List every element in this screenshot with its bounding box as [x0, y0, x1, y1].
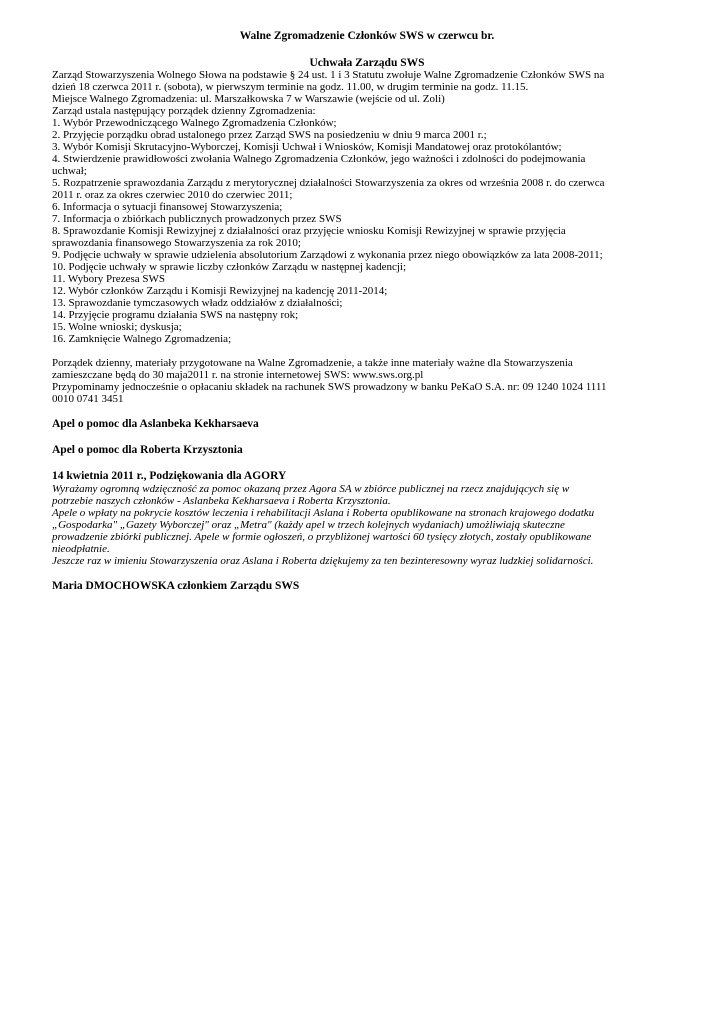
agenda-item: 4. Stwierdzenie prawidłowości zwołania Walnego Zgromadzenia Członków, jego ważności i zdolności do podejmowania	[52, 153, 586, 165]
thanks-line: Apele o wpłaty na pokrycie kosztów leczenia i rehabilitacji Aslana i Roberta opublikowane na stronach krajowego dodatku	[52, 507, 595, 519]
agenda-item: 9. Podjęcie uchwały w sprawie udzielenia absolutorium Zarządowi z wykonania przez niego obowiązków za lata 2008-2011;	[52, 249, 603, 261]
thanks-line: potrzebie naszych członków - Aslanbeka Kekharsaeva i Roberta Krzysztonia.	[52, 495, 391, 507]
document-page	[52, 30, 682, 593]
agenda-list	[52, 117, 682, 345]
appeal-heading-robert: Apel o pomoc dla Roberta Krzysztonia	[52, 444, 243, 456]
thanks-line: Wyrażamy ogromną wdzięczność za pomoc okazaną przez Agora SA w zbiórce publicznej na rzecz znajdujących się w	[52, 483, 570, 495]
closing-paragraph	[52, 357, 682, 405]
spacer	[52, 405, 682, 417]
closing-line: Porządek dzienny, materiały przygotowane na Walne Zgromadzenie, a także inne materiały ważne dla Stowarzyszenia	[52, 357, 573, 369]
agenda-item: 7. Informacja o zbiórkach publicznych prowadzonych przez SWS	[52, 213, 342, 225]
agenda-item: 12. Wybór członków Zarządu i Komisji Rewizyjnej na kadencję 2011-2014;	[52, 285, 388, 297]
agenda-item: 10. Podjęcie uchwały w sprawie liczby członków Zarządu w następnej kadencji;	[52, 261, 407, 273]
closing-line: zamieszczane będą do 30 maja2011 r. na stronie internetowej SWS: www.sws.org.pl	[52, 369, 424, 381]
appeal-heading-aslanbek: Apel o pomoc dla Aslanbeka Kekharsaeva	[52, 418, 259, 430]
spacer	[52, 345, 682, 357]
agenda-item: 6. Informacja o sytuacji finansowej Stowarzyszenia;	[52, 201, 283, 213]
intro-line: Zarząd ustala następujący porządek dzienny Zgromadzenia:	[52, 105, 316, 117]
thanks-heading: 14 kwietnia 2011 r., Podziękowania dla AGORY	[52, 470, 287, 482]
agenda-item: 11. Wybory Prezesa SWS	[52, 273, 165, 285]
agenda-item: 2011 r. oraz za okres czerwiec 2010 do czerwiec 2011;	[52, 189, 293, 201]
resolution-title: Uchwała Zarządu SWS	[309, 57, 425, 69]
page-title: Walne Zgromadzenie Członków SWS w czerwcu br.	[239, 30, 495, 42]
closing-line: Przypominamy jednocześnie o opłacaniu składek na rachunek SWS prowadzony w banku PeKaO S.A. nr: 09 1240 1024 1111	[52, 381, 607, 393]
spacer	[52, 457, 682, 469]
spacer	[52, 567, 682, 579]
intro-line: Zarząd Stowarzyszenia Wolnego Słowa na podstawie § 24 ust. 1 i 3 Statutu zwołuje Walne Zgromadzenie Członków SWS na	[52, 69, 605, 81]
intro-line: Miejsce Walnego Zgromadzenia: ul. Marszałkowska 7 w Warszawie (wejście od ul. Zoli)	[52, 93, 445, 105]
thanks-line: „Gospodarka" „Gazety Wyborczej" oraz „Metra" (każdy apel w trzech kolejnych wydaniach) umożliwiają skuteczne	[52, 519, 565, 531]
agenda-item: 15. Wolne wnioski; dyskusja;	[52, 321, 182, 333]
agenda-item: 3. Wybór Komisji Skrutacyjno-Wyborczej, Komisji Uchwał i Wniosków, Komisji Mandatowej oraz protokólantów;	[52, 141, 562, 153]
agenda-item: 2. Przyjęcie porządku obrad ustalonego przez Zarząd SWS na posiedzeniu w dniu 9 marca 2001 r.;	[52, 129, 487, 141]
agenda-item: uchwał;	[52, 165, 87, 177]
thanks-paragraph	[52, 483, 682, 567]
spacer	[52, 431, 682, 443]
thanks-line: nieodpłatnie.	[52, 543, 110, 555]
final-heading: Maria DMOCHOWSKA członkiem Zarządu SWS	[52, 580, 300, 592]
closing-line: 0010 0741 3451	[52, 393, 124, 405]
agenda-item: 14. Przyjęcie programu działania SWS na następny rok;	[52, 309, 299, 321]
intro-paragraph	[52, 69, 682, 117]
agenda-item: 16. Zamknięcie Walnego Zgromadzenia;	[52, 333, 232, 345]
thanks-line: Jeszcze raz w imieniu Stowarzyszenia oraz Aslana i Roberta dziękujemy za ten bezinteresowny wyraz ludzkiej solidarności.	[52, 555, 594, 567]
thanks-line: prowadzenie zbiórki publicznej. Apele w formie ogłoszeń, o przybliżonej wartości 60 tysięcy złotych, zostały opublikowane	[52, 531, 592, 543]
agenda-item: sprawozdania finansowego Stowarzyszenia za rok 2010;	[52, 237, 301, 249]
agenda-item: 8. Sprawozdanie Komisji Rewizyjnej z działalności oraz przyjęcie wniosku Komisji Rewizyjnej w sprawie przyjęcia	[52, 225, 566, 237]
agenda-item: 1. Wybór Przewodniczącego Walnego Zgromadzenia Członków;	[52, 117, 337, 129]
intro-line: dzień 18 czerwca 2011 r. (sobota), w pierwszym terminie na godz. 11.00, w drugim terminie na godz. 11.15.	[52, 81, 529, 93]
agenda-item: 13. Sprawozdanie tymczasowych władz oddziałów z działalności;	[52, 297, 343, 309]
agenda-item: 5. Rozpatrzenie sprawozdania Zarządu z merytorycznej działalności Stowarzyszenia za okres od września 2008 r. do czerwca	[52, 177, 605, 189]
